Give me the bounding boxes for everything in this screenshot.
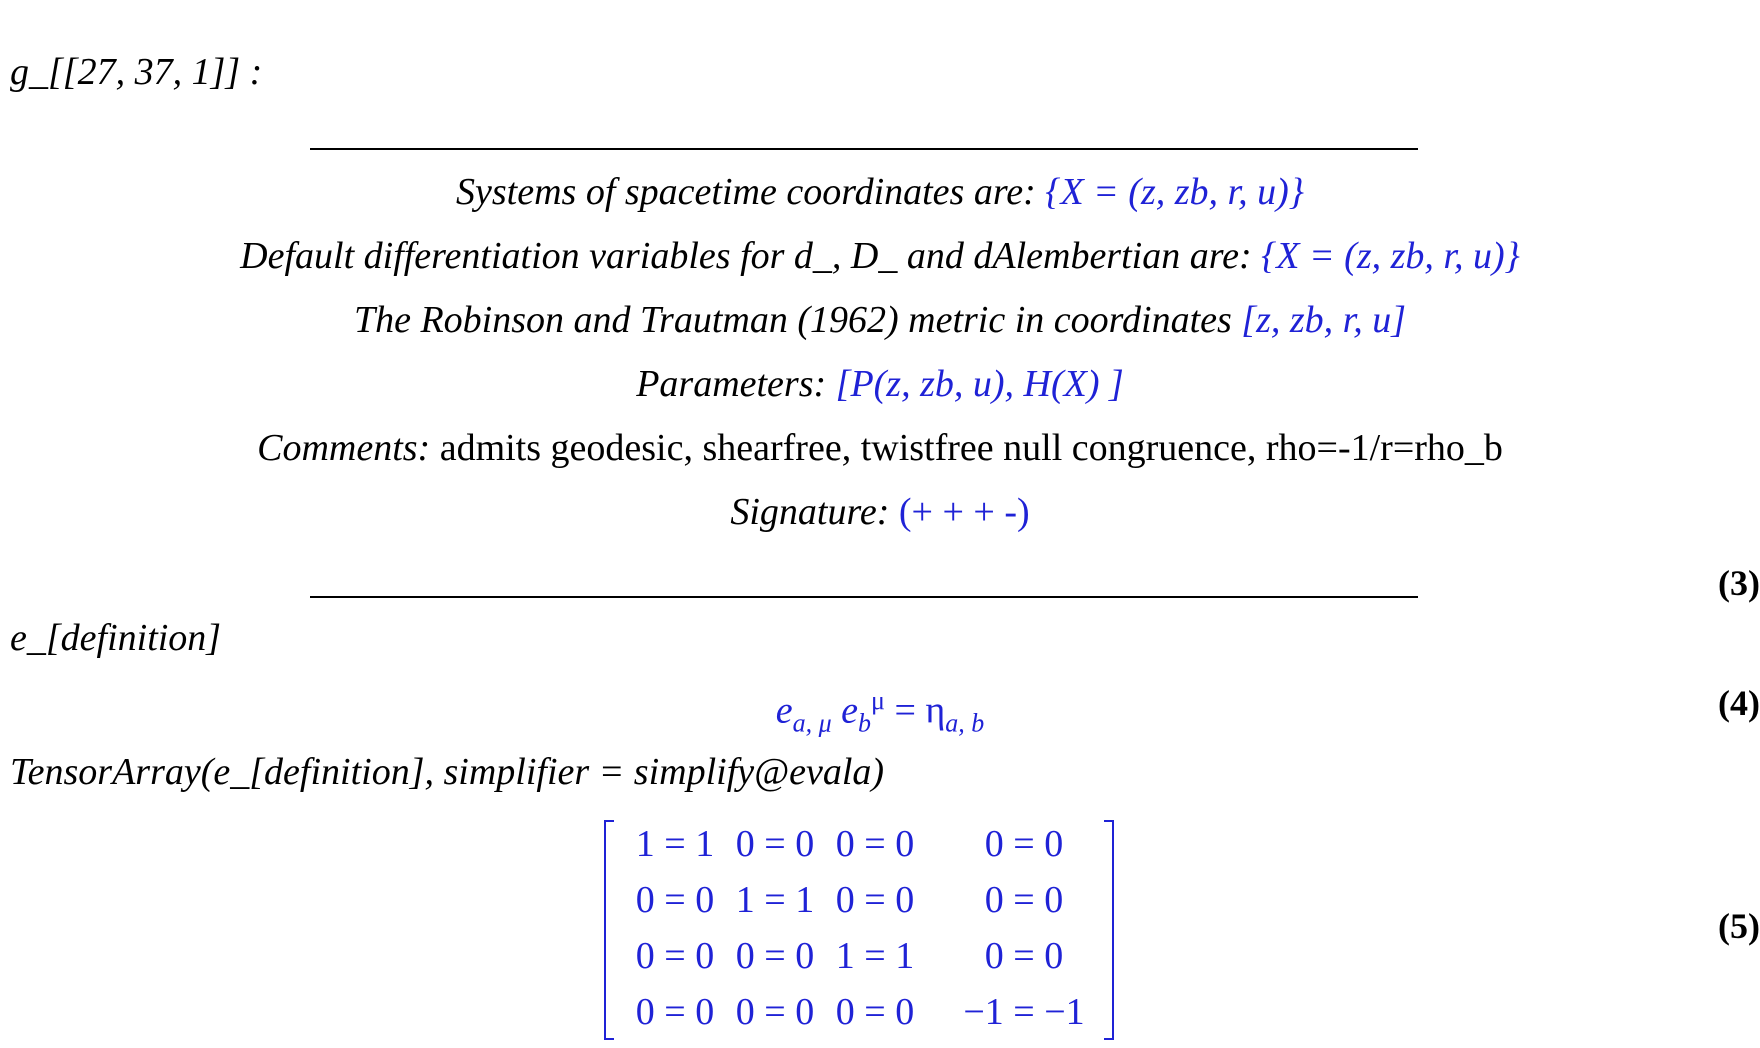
params-label: Parameters:	[636, 363, 827, 405]
separator-top	[310, 148, 1418, 150]
params-value: [P(z, zb, u), H(X) ]	[835, 363, 1124, 405]
matrix-cell: 0 = 0	[984, 823, 1064, 865]
eta-subscript: a, b	[945, 708, 985, 738]
default-label: Default differentiation variables for d_, D_ and dAlembertian are:	[240, 235, 1252, 277]
matrix-cell: 0 = 0	[835, 991, 915, 1033]
matrix-cell: 1 = 1	[835, 935, 915, 977]
matrix-cell: 0 = 0	[635, 991, 715, 1033]
equation-label-3: (3)	[1718, 563, 1760, 603]
matrix-cell: 0 = 0	[835, 823, 915, 865]
tensor-matrix	[604, 820, 1114, 1042]
matrix-row	[626, 878, 1124, 936]
matrix-cell: 1 = 1	[635, 823, 715, 865]
equation-label-4: (4)	[1718, 683, 1760, 723]
metric-line	[0, 298, 1760, 342]
matrix-cell: 0 = 0	[835, 879, 915, 921]
matrix-row	[626, 990, 1124, 1048]
e2-subscript: b	[858, 708, 872, 738]
input-text: e_[definition]	[10, 617, 222, 659]
definition-equation	[0, 686, 1760, 738]
separator-bottom	[310, 596, 1418, 598]
input-text: TensorArray(e_[definition], simplifier = simplify@evala)	[10, 751, 885, 793]
comments-label: Comments:	[257, 427, 431, 469]
coords-line	[0, 170, 1760, 214]
metric-label: The Robinson and Trautman (1962) metric in coordinates	[353, 299, 1232, 341]
e2-superscript: μ	[871, 686, 885, 715]
parameters-line	[0, 362, 1760, 406]
matrix-row	[626, 934, 1124, 992]
matrix-cell: 0 = 0	[635, 935, 715, 977]
matrix-cell: 0 = 0	[735, 991, 815, 1033]
matrix-cell: 0 = 0	[635, 879, 715, 921]
signature-label: Signature:	[730, 491, 890, 533]
matrix-cell: 1 = 1	[735, 879, 815, 921]
matrix-cell: −1 = −1	[963, 991, 1085, 1033]
matrix-cell: 0 = 0	[735, 935, 815, 977]
equation-label-5: (5)	[1718, 906, 1760, 946]
matrix-left-bracket	[604, 820, 614, 1040]
matrix-row	[626, 822, 1124, 880]
comments-value: admits geodesic, shearfree, twistfree null congruence, rho=-1/r=rho_b	[439, 427, 1503, 469]
signature-value: (+ + + -)	[898, 491, 1030, 533]
e-subscript: a, μ	[792, 708, 832, 738]
input-text: g_[[27, 37, 1]] :	[10, 51, 263, 93]
metric-value: [z, zb, r, u]	[1241, 299, 1407, 341]
matrix-cell: 0 = 0	[984, 935, 1064, 977]
matrix-cell: 0 = 0	[735, 823, 815, 865]
e-symbol-2: e	[841, 689, 859, 732]
default-value: {X = (z, zb, r, u)}	[1261, 235, 1520, 277]
eta-symbol: η	[925, 689, 946, 732]
default-diff-line	[0, 234, 1760, 278]
input-tensorarray[interactable]	[10, 750, 884, 794]
input-g-command[interactable]	[10, 50, 262, 94]
equals-sign: =	[884, 689, 926, 732]
signature-line	[0, 490, 1760, 534]
comments-line	[0, 426, 1760, 470]
matrix-cell: 0 = 0	[984, 879, 1064, 921]
systems-value: {X = (z, zb, r, u)}	[1045, 171, 1304, 213]
systems-label: Systems of spacetime coordinates are:	[456, 171, 1036, 213]
input-e-definition[interactable]	[10, 616, 221, 660]
e-symbol: e	[775, 689, 793, 732]
